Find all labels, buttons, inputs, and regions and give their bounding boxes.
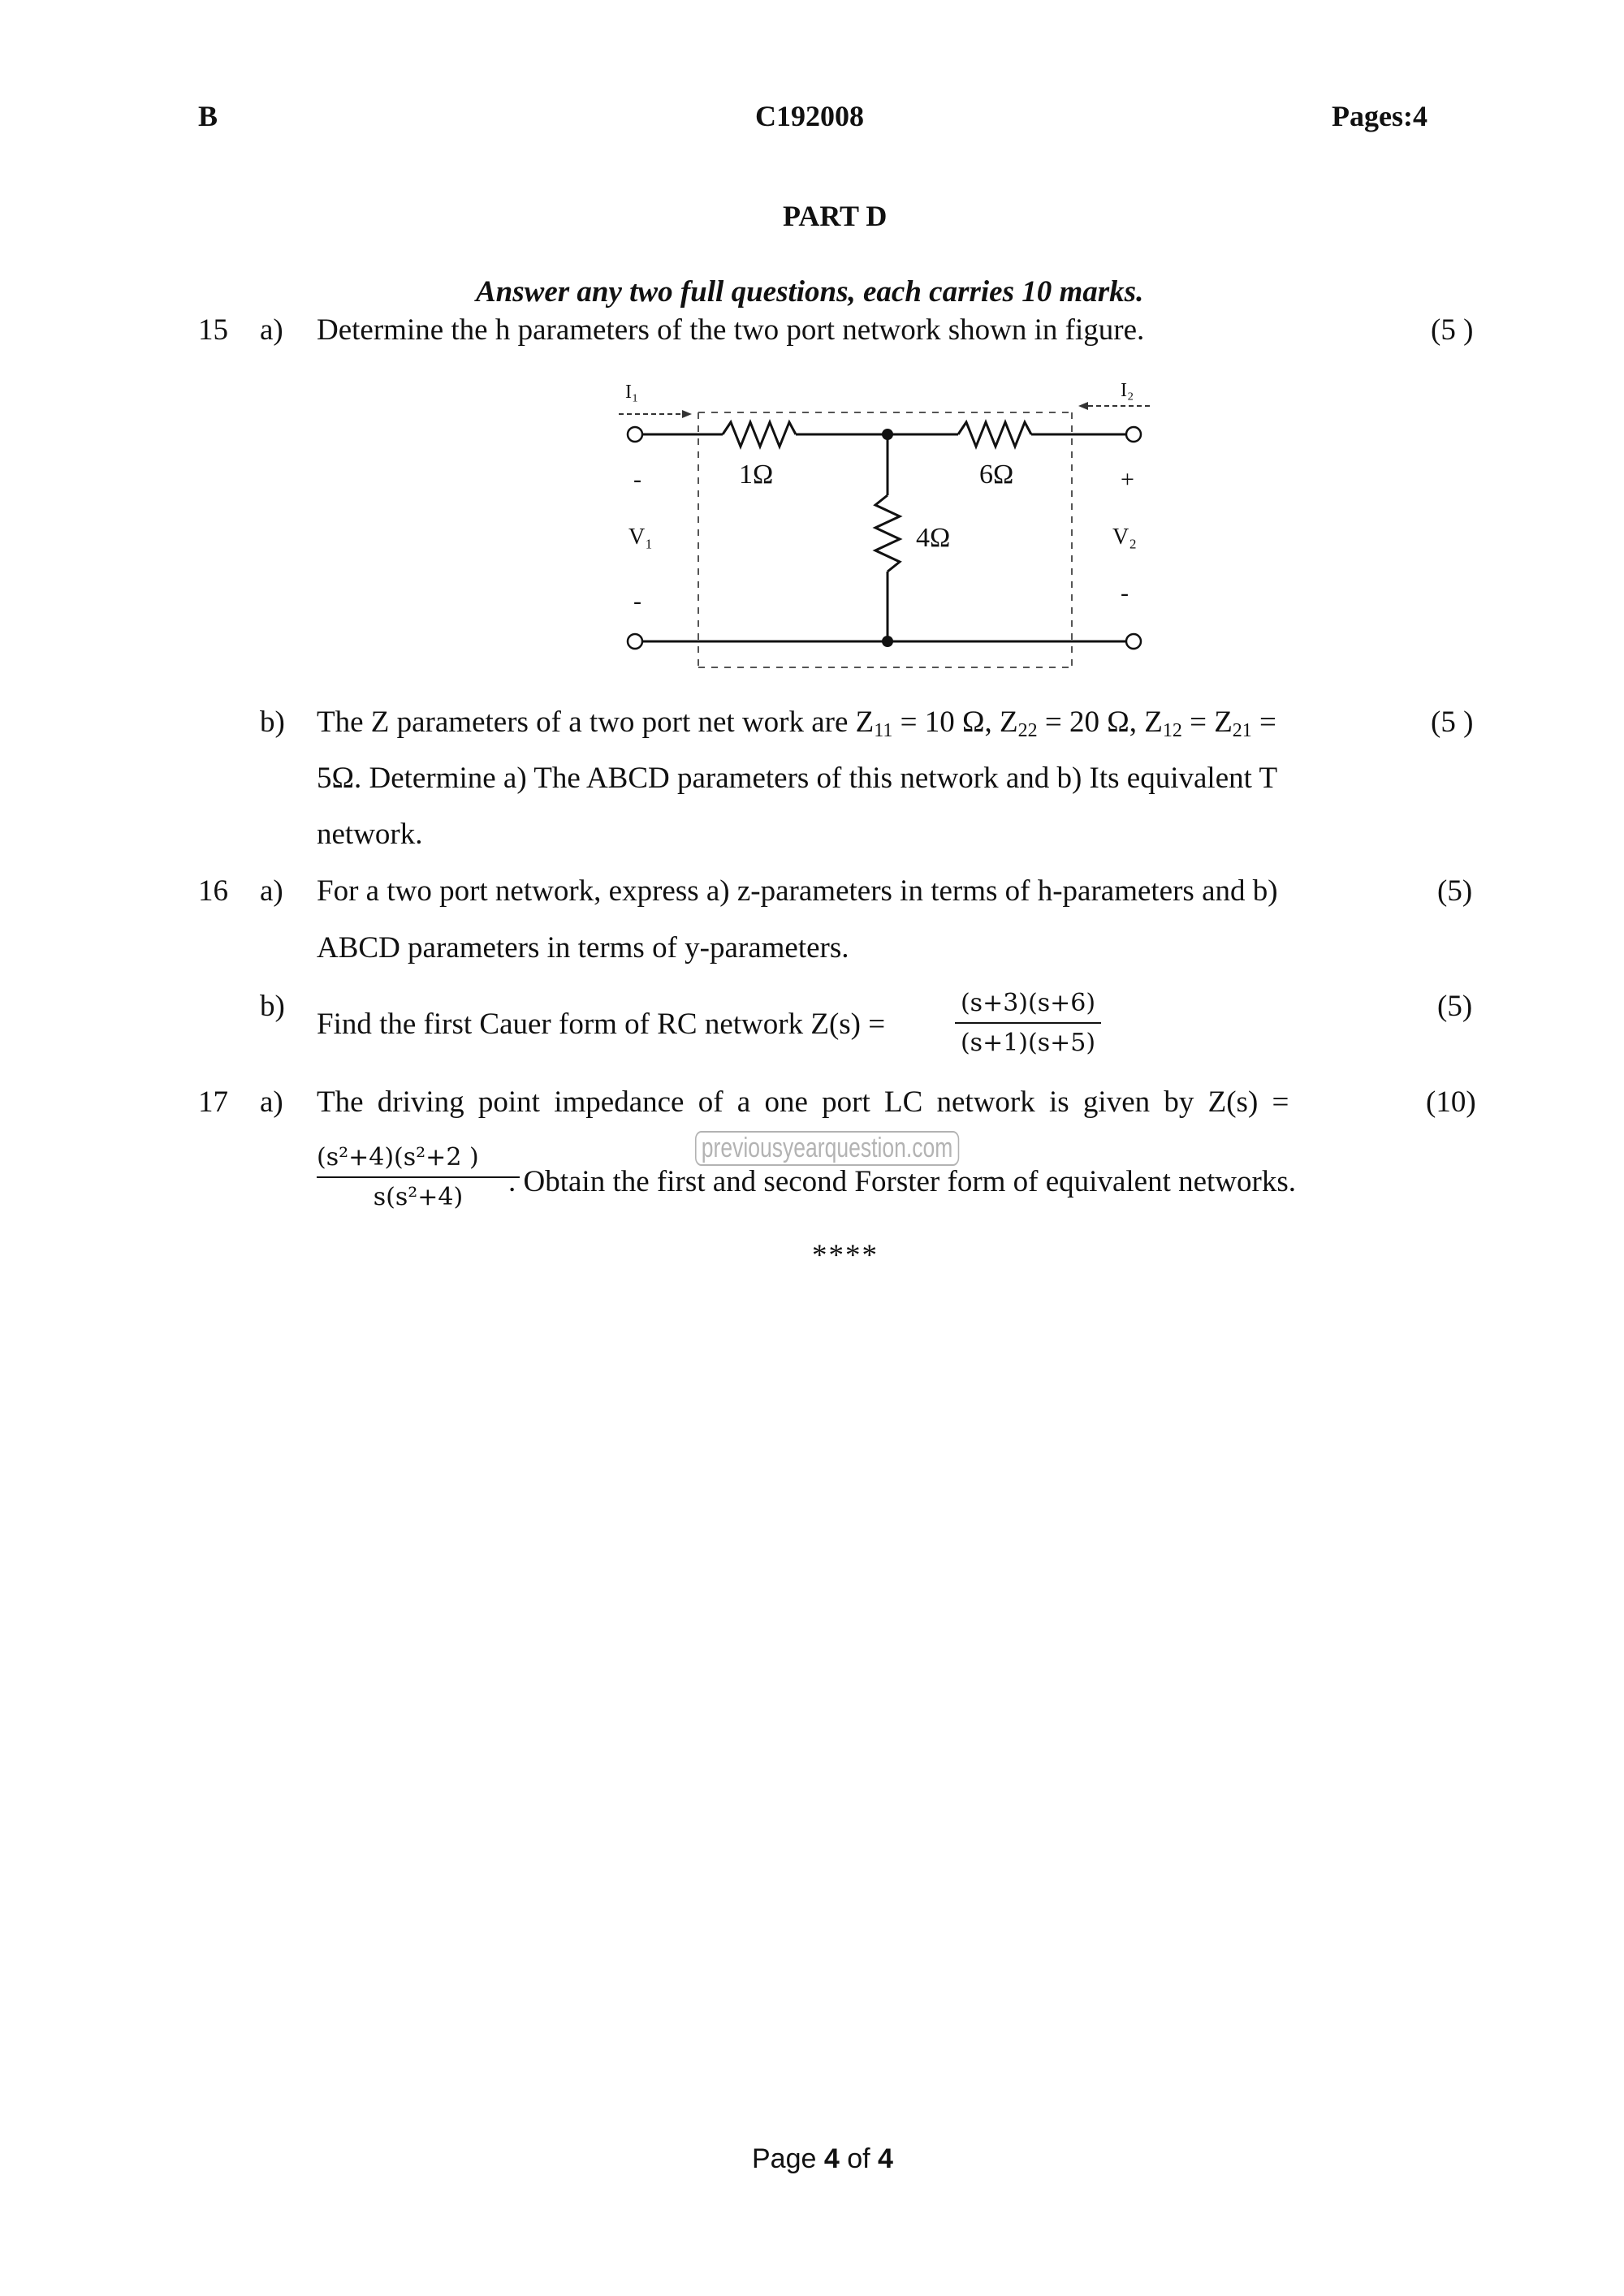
paper-code: C192008 xyxy=(755,100,864,132)
q16a-line1: For a two port network, express a) z-parameters in terms of h-parameters and b) xyxy=(317,874,1278,908)
terminal-1-bottom xyxy=(628,634,642,649)
z21-equals: = xyxy=(1251,706,1276,739)
current-arrowhead-i2 xyxy=(1078,402,1088,410)
junction-node-bottom xyxy=(882,636,893,647)
label-polarity-left-top: - xyxy=(633,466,641,493)
junction-node-top xyxy=(882,429,893,440)
watermark-logo: previousyearquestion.com xyxy=(695,1131,959,1166)
label-v2: V₂ xyxy=(1112,524,1137,550)
label-r1: 1Ω xyxy=(739,460,774,490)
footer-prefix: Page xyxy=(752,2143,824,2174)
z12-equals: = Z xyxy=(1181,706,1233,739)
q17a-marks: (10) xyxy=(1426,1085,1476,1119)
label-i2: I₂ xyxy=(1121,380,1134,401)
page-footer xyxy=(752,2143,893,2175)
label-polarity-right-bottom: - xyxy=(1121,580,1129,606)
label-v1: V₁ xyxy=(628,524,653,550)
z11-value: = 10 Ω, Z xyxy=(892,706,1018,739)
label-polarity-left-bottom: - xyxy=(633,588,641,615)
q17a-fraction-bar xyxy=(317,1176,520,1178)
terminal-2-top xyxy=(1126,427,1141,442)
q16b-marks: (5) xyxy=(1437,990,1473,1023)
label-i1: I₁ xyxy=(625,382,639,403)
z22-subscript: 22 xyxy=(1017,720,1038,741)
q15a-label: a) xyxy=(260,313,283,347)
q16b-fraction xyxy=(955,989,1101,1057)
q17a-fraction xyxy=(317,1143,520,1211)
q15b-marks: (5 ) xyxy=(1431,706,1474,739)
terminal-2-bottom xyxy=(1126,634,1141,649)
q16a-line2: ABCD parameters in terms of y-parameters. xyxy=(317,931,849,965)
footer-middle: of xyxy=(839,2143,879,2174)
footer-total-pages: 4 xyxy=(878,2143,893,2174)
z22-value: = 20 Ω, Z xyxy=(1037,706,1163,739)
set-label: B xyxy=(198,100,218,132)
q16b-fraction-bar xyxy=(955,1022,1101,1024)
q17a-line1: The driving point impedance of a one port LC network is given by Z(s) = xyxy=(317,1085,1289,1119)
q16a-marks: (5) xyxy=(1437,874,1473,908)
q15b-line1 xyxy=(317,705,1276,742)
footer-current-page: 4 xyxy=(823,2143,840,2174)
z12-subscript: 12 xyxy=(1162,720,1182,741)
resistor-6-ohm xyxy=(958,422,1031,447)
z11-subscript: 11 xyxy=(874,720,893,741)
q17a-numerator: (s²+4)(s²+2 ) xyxy=(317,1143,479,1172)
terminal-1-top xyxy=(628,427,642,442)
q16a-label: a) xyxy=(260,874,283,908)
end-marker: **** xyxy=(812,1239,879,1272)
resistor-1-ohm xyxy=(723,422,796,447)
q15b-line3: network. xyxy=(317,818,423,851)
q15a-text: Determine the h parameters of the two port network shown in figure. xyxy=(317,313,1145,347)
q15b-line2: 5Ω. Determine a) The ABCD parameters of this network and b) Its equivalent T xyxy=(317,762,1278,795)
question-number-16: 16 xyxy=(198,874,228,908)
z21-subscript: 21 xyxy=(1232,720,1252,741)
page-count: Pages:4 xyxy=(1332,100,1427,132)
question-number-15: 15 xyxy=(198,313,228,347)
part-title: PART D xyxy=(783,200,888,232)
q16b-text: Find the first Cauer form of RC network Z(s) = xyxy=(317,1008,886,1041)
q17a-line2: . Obtain the first and second Forster form of equivalent networks. xyxy=(508,1165,1296,1198)
q16b-denominator: (s+1)(s+5) xyxy=(960,1029,1096,1057)
current-arrowhead-i1 xyxy=(682,410,692,418)
q15a-marks: (5 ) xyxy=(1431,313,1474,347)
q16b-numerator: (s+3)(s+6) xyxy=(960,989,1096,1017)
q16b-label: b) xyxy=(260,990,285,1023)
label-r3: 4Ω xyxy=(916,523,951,553)
label-polarity-right-top: + xyxy=(1121,466,1134,493)
question-number-17: 17 xyxy=(198,1085,228,1119)
resistor-4-ohm xyxy=(875,495,900,572)
two-port-network-figure xyxy=(601,373,1169,682)
q15b-prefix: The Z parameters of a two port net work are Z xyxy=(317,706,875,739)
q17a-label: a) xyxy=(260,1085,283,1119)
q15b-label: b) xyxy=(260,706,285,739)
q17a-denominator: s(s²+4) xyxy=(373,1183,464,1211)
label-r2: 6Ω xyxy=(979,460,1014,490)
part-instruction: Answer any two full questions, each carries 10 marks. xyxy=(476,275,1144,309)
